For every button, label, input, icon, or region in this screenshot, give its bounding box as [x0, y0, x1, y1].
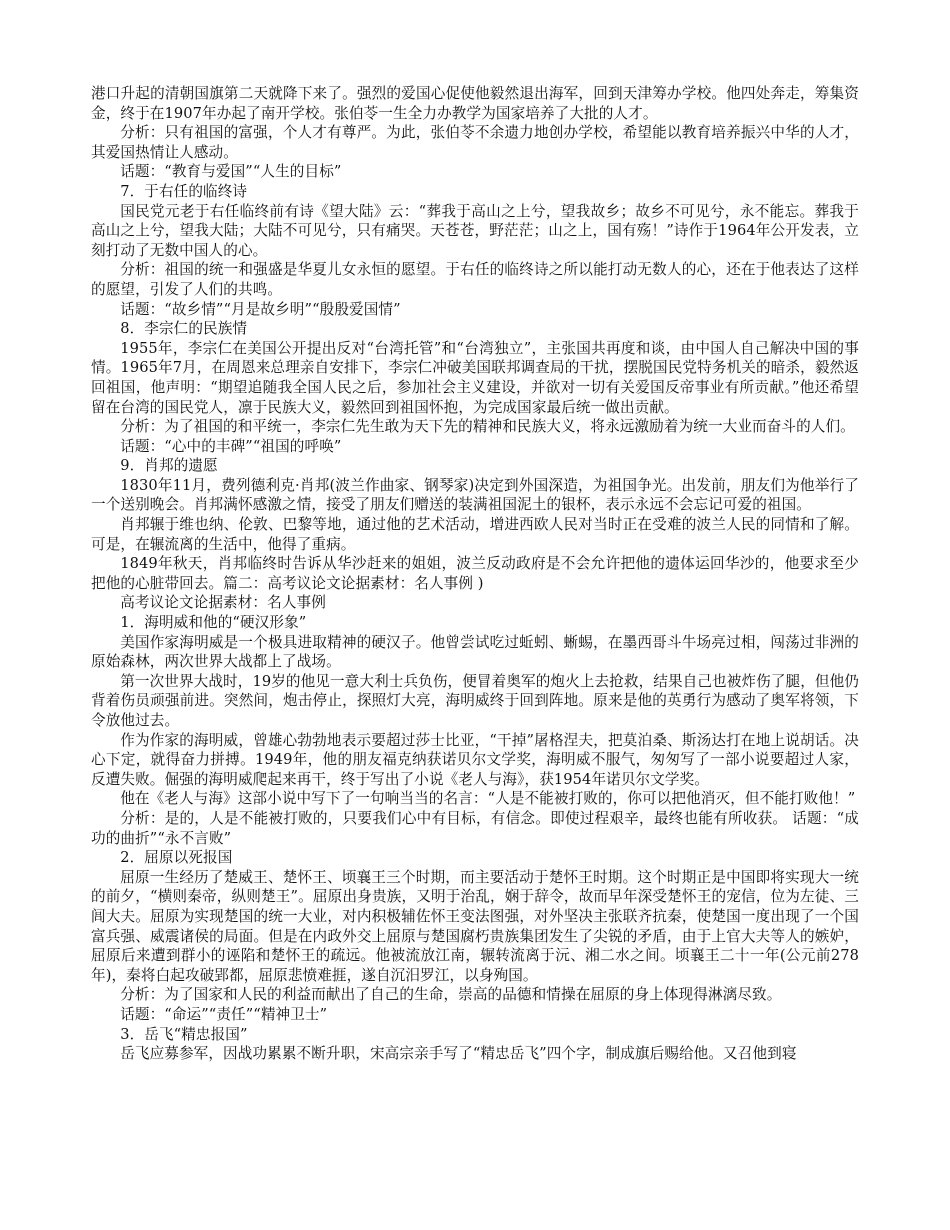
document-page	[91, 84, 859, 1064]
section-heading-1: 1．海明威和他的“硬汉形象”	[120, 614, 307, 632]
paragraph-2: 分析：只有祖国的富强，个人才有尊严。为此，张伯苓不余遗力地创办学校，希望能以教育培养振兴中华的人才，其爱国热情让人感动。	[91, 124, 859, 161]
section-heading-3: 3．岳飞“精忠报国”	[120, 1025, 248, 1043]
paragraph-1: 港口升起的清朝国旗第二天就降下来了。强烈的爱国心促使他毅然退出海军，回到天津筹办学校。他四处奔走，筹集资金，终于在1907年办起了南开学校。张伯苓一生全力办教学为国家培养了大批的人才。	[91, 85, 859, 122]
paragraph-14: 肖邦辗于维也纳、伦敦、巴黎等地，通过他的艺术活动，增进西欧人民对当时正在受难的波兰人民的同情和了解。可是，在辗流离的生活中，他得了重病。	[91, 516, 859, 553]
document-subtitle: 高考议论文论据素材：名人事例	[120, 594, 326, 612]
paragraph-10: 分析：为了祖国的和平统一，李宗仁先生敢为天下先的精神和民族大义，将永远激励着为统一大业而奋斗的人们。	[120, 418, 855, 436]
paragraph-7: 话题：“故乡情”“月是故乡明”“殷殷爱国情”	[120, 300, 401, 318]
paragraph-18: 美国作家海明威是一个极具进取精神的硬汉子。他曾尝试吃过蚯蚓、蜥蜴，在墨西哥斗牛场亮过相，闯荡过非洲的原始森林，两次世界大战都上了战场。	[91, 633, 859, 671]
paragraph-3: 话题：“教育与爱国”“人生的目标”	[120, 163, 342, 181]
paragraph-6: 分析：祖国的统一和强盛是华夏儿女永恒的愿望。于右任的临终诗之所以能打动无数人的心，还在于他表达了这样的愿望，引发了人们的共鸣。	[91, 261, 859, 298]
paragraph-13: 1830年11月，费列德利克·肖邦(波兰作曲家、钢琴家)决定到外国深造，为祖国争光。出发前，朋友们为他举行了一个送别晚会。肖邦满怀感激之情，接受了朋友们赠送的装满祖国泥土的银杯，表示永远不会忘记可爱的祖国。	[91, 476, 859, 514]
paragraph-26: 话题：“命运”“责任”“精神卫士”	[120, 1005, 328, 1023]
paragraph-25: 分析：为了国家和人民的利益而献出了自己的生命，崇高的品德和情操在屈原的身上体现得淋漓尽致。	[120, 986, 782, 1004]
paragraph-5: 国民党元老于右任临终前有诗《望大陆》云：“葬我于高山之上兮，望我故乡；故乡不可见兮，永不能忘。葬我于高山之上兮，望我大陆；大陆不可见兮，只有痛哭。天苍苍，野茫茫；山之上，国有殇！”诗作于1964年公开发表，立刻打动了无数中国人的心。	[91, 202, 859, 259]
paragraph-9: 1955年，李宗仁在美国公开提出反对“台湾托管”和“台湾独立”，主张国共再度和谈，由中国人自己解决中国的事情。1965年7月，在周恩来总理亲自安排下，李宗仁冲破美国联邦调查局的干扰，摆脱国民党特务机关的暗杀，毅然返回祖国，他声明：“期望追随我全国人民之后，参加社会主义建设，并欲对一切有关爱国反帝事业有所贡献。”他还希望留在台湾的国民党人，凛于民族大义，毅然回到祖国怀抱，为完成国家最后统一做出贡献。	[91, 339, 859, 416]
section-heading-9: 9．肖邦的遗愿	[120, 457, 218, 475]
section-heading-8: 8．李宗仁的民族情	[120, 320, 248, 338]
paragraph-22: 分析：是的，人是不能被打败的，只要我们心中有目标，有信念。即使过程艰辛，最终也能有所收获。 话题：“成功的曲折”“永不言败”	[91, 809, 859, 847]
paragraph-11: 话题：“心中的丰碑”“祖国的呼唤”	[120, 437, 342, 455]
paragraph-28: 岳飞应募参军，因战功累累不断升职，宋高宗亲手写了“精忠岳飞”四个字，制成旗后赐给他。又召他到寝	[120, 1045, 797, 1063]
section-heading-7: 7．于右任的临终诗	[120, 182, 248, 200]
paragraph-19: 第一次世界大战时，19岁的他见一意大利士兵负伤，便冒着奥军的炮火上去抢救，结果自己也被炸伤了腿，但他仍背着伤员顽强前进。突然间，炮击停止，探照灯大亮，海明威终于回到阵地。原来是他的英勇行为感动了奥军将领，下令放他过去。	[91, 672, 859, 729]
paragraph-24: 屈原一生经历了楚威王、楚怀王、顷襄王三个时期，而主要活动于楚怀王时期。这个时期正是中国即将实现大一统的前夕，“横则秦帝，纵则楚王”。屈原出身贵族，又明于治乱，娴于辞令，故而早年深受楚怀王的宠信，位为左徒、三闾大夫。屈原为实现楚国的统一大业，对内积极辅佐怀王变法图强，对外坚决主张联齐抗秦，使楚国一度出现了一个国富兵强、威震诸侯的局面。但是在内政外交上屈原与楚国腐朽贵族集团发生了尖锐的矛盾，由于上官大夫等人的嫉妒，屈原后来遭到群小的诬陷和楚怀王的疏远。他被流放江南，辗转流离于沅、湘二水之间。顷襄王二十一年(公元前278年)，秦将白起攻破郢都，屈原悲愤难捱，遂自沉汨罗江，以身殉国。	[91, 868, 859, 984]
paragraph-15: 1849年秋天，肖邦临终时告诉从华沙赶来的姐姐，波兰反动政府是不会允许把他的遗体运回华沙的，他要求至少把他的心脏带回去。篇二：高考议论文论据素材：名人事例 )	[91, 555, 859, 592]
paragraph-20: 作为作家的海明威，曾雄心勃勃地表示要超过莎士比亚，“干掉”屠格涅夫，把莫泊桑、斯汤达打在地上说胡话。决心下定，就得奋力拼搏。1949年，他的朋友福克纳获诺贝尔文学奖，海明威不服气，匆匆写了一部小说要超过人家，反遭失败。倔强的海明威爬起来再干，终于写出了小说《老人与海》，获1954年诺贝尔文学奖。	[91, 731, 859, 788]
section-heading-2: 2．屈原以死报国	[120, 849, 233, 867]
paragraph-21: 他在《老人与海》这部小说中写下了一句响当当的名言：“人是不能被打败的，你可以把他消灭，但不能打败他！”	[120, 790, 856, 808]
